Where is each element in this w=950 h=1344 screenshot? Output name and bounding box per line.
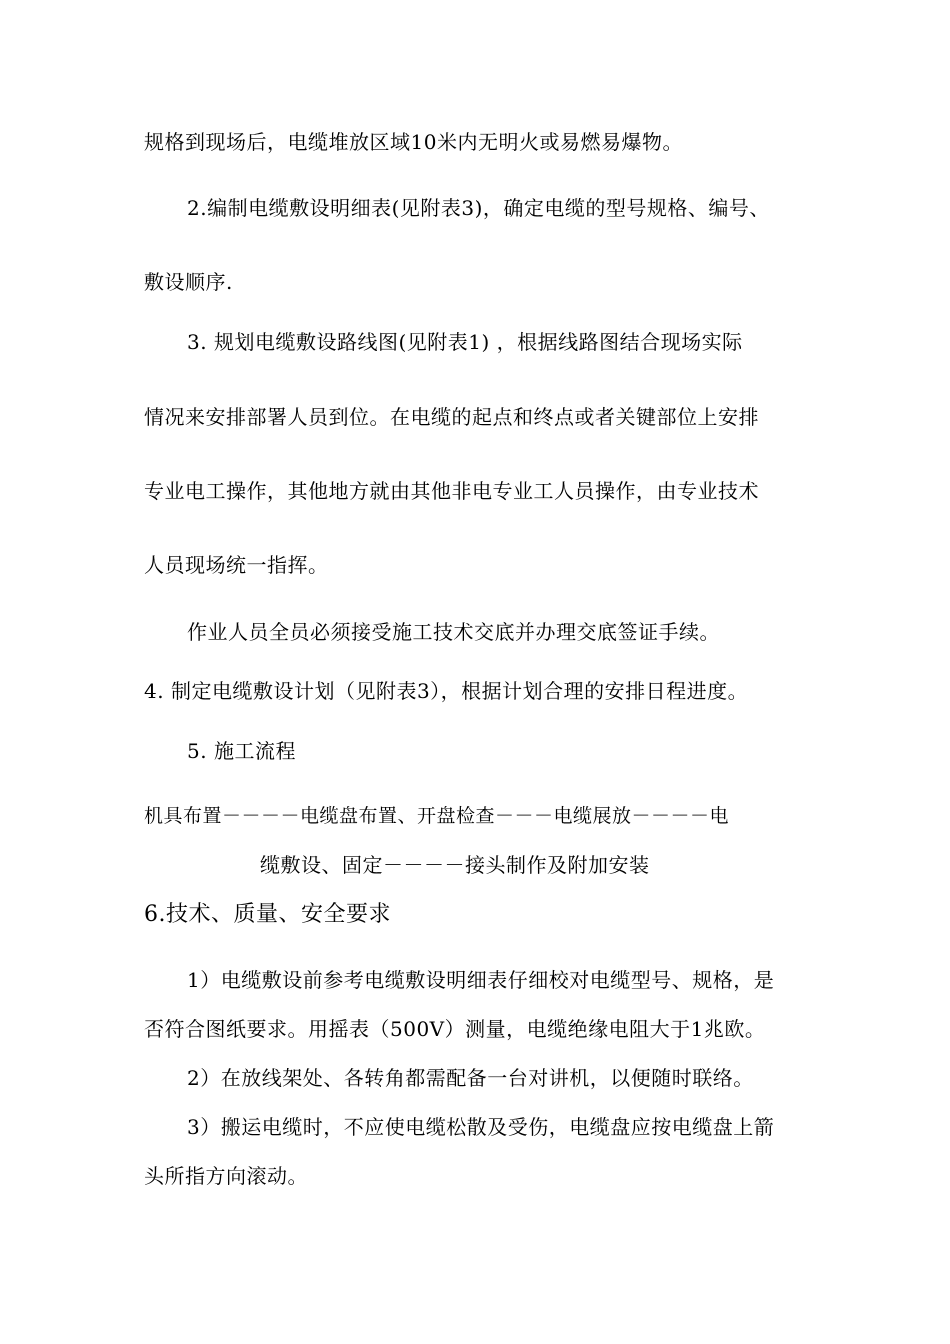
text-line: 人员现场统一指挥。 [144, 553, 329, 577]
text-line: 规格到现场后，电缆堆放区域10米内无明火或易燃易爆物。 [144, 130, 683, 154]
text-line: 作业人员全员必须接受施工技术交底并办理交底签证手续。 [187, 620, 720, 644]
text-line: 4. 制定电缆敷设计划（见附表3），根据计划合理的安排日程进度。 [144, 679, 749, 703]
text-line: 3. 规划电缆敷设路线图(见附表1) ，根据线路图结合现场实际 [187, 330, 743, 354]
flow-line: 缆敷设、固定－－－－接头制作及附加安装 [260, 853, 650, 877]
text-line: 专业电工操作，其他地方就由其他非电专业工人员操作，由专业技术 [144, 479, 759, 503]
flow-line: 机具布置－－－－电缆盘布置、开盘检查－－－电缆展放－－－－电 [144, 805, 730, 827]
text-line: 3）搬运电缆时，不应使电缆松散及受伤，电缆盘应按电缆盘上箭 [187, 1115, 775, 1139]
section-heading: 6.技术、质量、安全要求 [144, 902, 391, 927]
section-heading: 5. 施工流程 [187, 739, 296, 763]
text-line: 1）电缆敷设前参考电缆敷设明细表仔细校对电缆型号、规格，是 [187, 968, 775, 992]
text-line: 头所指方向滚动。 [144, 1164, 308, 1188]
text-line: 敷设顺序. [144, 270, 233, 294]
text-line: 情况来安排部署人员到位。在电缆的起点和终点或者关键部位上安排 [144, 405, 759, 429]
text-line: 否符合图纸要求。用摇表（500V）测量，电缆绝缘电阻大于1兆欧。 [144, 1017, 766, 1041]
text-line: 2）在放线架处、各转角都需配备一台对讲机，以便随时联络。 [187, 1066, 754, 1090]
text-line: 2.编制电缆敷设明细表(见附表3)，确定电缆的型号规格、编号、 [187, 196, 770, 220]
